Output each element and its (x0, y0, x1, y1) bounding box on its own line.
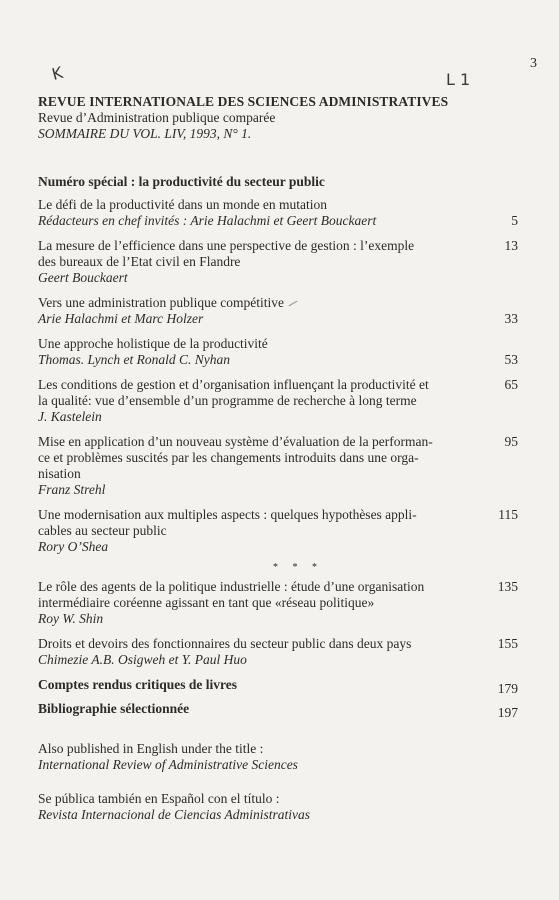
section-heading: Numéro spécial : la productivité du secteur public (38, 174, 325, 189)
toc-entry (38, 579, 518, 627)
entry-title-line: Une modernisation aux multiples aspects : quelques hypothèses appli- (38, 507, 417, 522)
toc-entry (38, 197, 518, 229)
entry-title: Bibliographie sélectionnée (38, 701, 190, 716)
entry-page-number: 95 (504, 434, 518, 449)
entry-page-number: 33 (504, 311, 518, 326)
toc-entry (38, 238, 518, 286)
entry-title-line (38, 295, 448, 311)
pencil-tick-mark (288, 301, 297, 307)
entry-author: Roy W. Shin (38, 611, 104, 626)
entry-title-line: Droits et devoirs des fonctionnaires du secteur public dans deux pays (38, 636, 412, 651)
table-of-contents (38, 174, 518, 725)
toc-entry (38, 507, 518, 555)
entry-author: Franz Strehl (38, 482, 106, 497)
entry-title: Comptes rendus critiques de livres (38, 677, 237, 692)
journal-header (38, 94, 508, 142)
entry-page-number: 65 (504, 377, 518, 392)
entry-author: Arie Halachmi et Marc Holzer (38, 311, 204, 326)
entry-page-number: 115 (498, 507, 518, 522)
entry-page-number: 155 (497, 636, 518, 651)
entry-title-text: Vers une administration publique compétitive (38, 295, 284, 310)
toc-entry-reviews (38, 677, 518, 697)
handwritten-mark-left: K (49, 62, 65, 85)
entry-page-number: 135 (497, 579, 518, 594)
entry-author: Chimezie A.B. Osigweh et Y. Paul Huo (38, 652, 247, 667)
section-separator: * * * (273, 562, 323, 573)
entry-author: Rory O’Shea (38, 539, 109, 554)
entry-title-line: La mesure de l’efficience dans une perspective de gestion : l’exemple (38, 238, 415, 253)
entry-title-line: ce et problèmes suscités par les changements introduits dans une orga- (38, 450, 419, 465)
toc-entry (38, 636, 518, 668)
journal-title: REVUE INTERNATIONALE DES SCIENCES ADMINISTRATIVES (38, 94, 449, 109)
spanish-edition-note (38, 791, 508, 823)
entry-title-line: la qualité: vue d’ensemble d’un programme de recherche à long terme (38, 393, 417, 408)
toc-entry (38, 377, 518, 425)
spanish-edition-title: Revista Internacional de Ciencias Administrativas (38, 807, 310, 822)
issue-line: SOMMAIRE DU VOL. LIV, 1993, N° 1. (38, 126, 252, 141)
entry-page-number: 5 (511, 213, 518, 228)
entry-title-line: cables au secteur public (38, 523, 167, 538)
english-edition-title: International Review of Administrative Sciences (38, 757, 298, 772)
page-number: 3 (530, 56, 537, 71)
toc-entry-bibliography (38, 701, 518, 721)
toc-entry (38, 336, 518, 368)
english-edition-note (38, 741, 508, 773)
entry-title-line: Le rôle des agents de la politique industrielle : étude d’une organisation (38, 579, 425, 594)
entry-title-line: Les conditions de gestion et d’organisation influençant la productivité et (38, 377, 429, 392)
entry-title-line: Le défi de la productivité dans un monde en mutation (38, 197, 328, 212)
entry-title-line: Une approche holistique de la productivité (38, 336, 268, 351)
entry-title-line: Mise en application d’un nouveau système d’évaluation de la performan- (38, 434, 433, 449)
entry-page-number: 179 (497, 681, 518, 696)
handwritten-mark-right: L 1 (446, 70, 471, 89)
toc-entry (38, 295, 518, 327)
entry-author: Rédacteurs en chef invités : Arie Halachmi et Geert Bouckaert (38, 213, 377, 228)
entry-page-number: 53 (504, 352, 518, 367)
entry-page-number: 13 (504, 238, 518, 253)
entry-author: J. Kastelein (38, 409, 102, 424)
entry-title-line: nisation (38, 466, 81, 481)
entry-author: Geert Bouckaert (38, 270, 128, 285)
spanish-edition-line: Se pública también en Español con el título : (38, 791, 280, 806)
journal-subtitle: Revue d’Administration publique comparée (38, 110, 276, 125)
entry-author: Thomas. Lynch et Ronald C. Nyhan (38, 352, 230, 367)
entry-page-number: 197 (497, 705, 518, 720)
entry-title-line: intermédiaire coréenne agissant en tant que «réseau politique» (38, 595, 375, 610)
entry-title-line: des bureaux de l’Etat civil en Flandre (38, 254, 241, 269)
english-edition-line: Also published in English under the title : (38, 741, 264, 756)
toc-entry (38, 434, 518, 498)
